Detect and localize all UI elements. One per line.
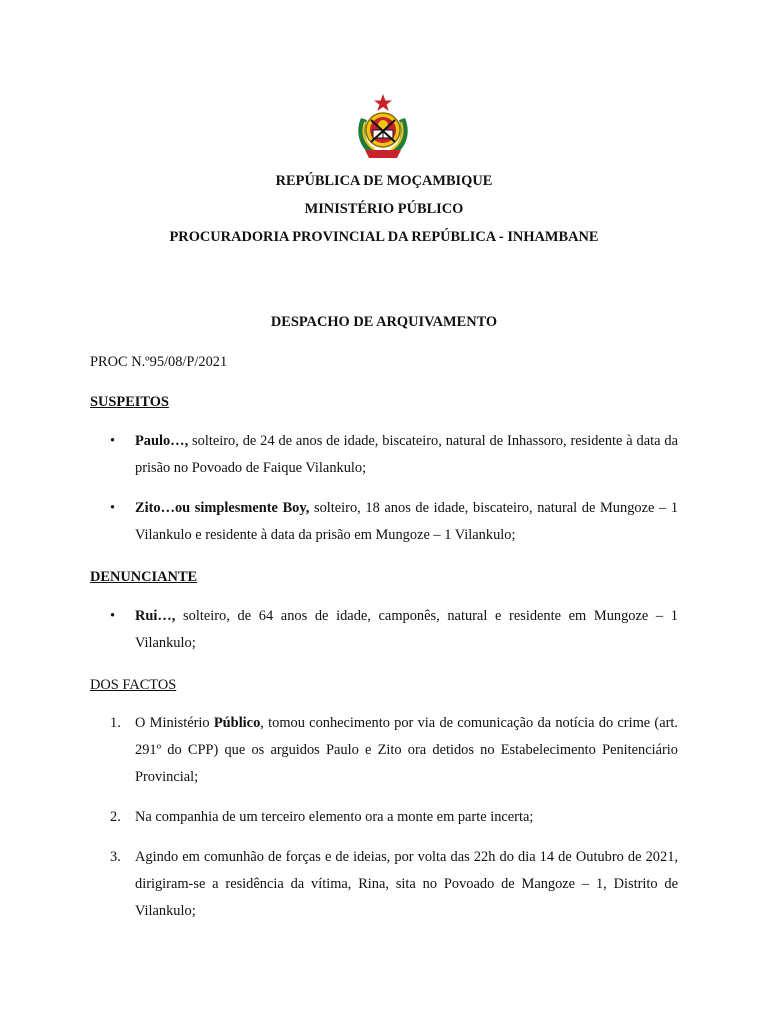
header-ministry: MINISTÉRIO PÚBLICO <box>304 201 464 217</box>
suspeitos-heading: SUSPEITOS <box>90 394 169 410</box>
complainant-details: solteiro, de 64 anos de idade, camponês, natural e residente em Mungoze – 1 Vilankulo; <box>135 608 678 651</box>
mozambique-coat-of-arms-icon <box>351 92 415 164</box>
item-number: 2. <box>110 809 121 825</box>
fact-text: Agindo em comunhão de forças e de ideias, por volta das 22h do dia 14 de Outubro de 2021, dirigiram-se a residência da vítima, Rina, sita no Povoado de Mangoze – 1, Distrito de Vilankulo; <box>135 849 678 919</box>
fact-text-rest: , tomou conhecimento por via de comunicação da notícia do crime (art. 291º do CPP) que os arguidos Paulo e Zito ora detidos no Estabelecimento Penitenciário Provincial; <box>135 715 678 785</box>
bullet-icon: • <box>110 433 116 449</box>
document-title: DESPACHO DE ARQUIVAMENTO <box>270 314 498 330</box>
suspect-details: solteiro, 18 anos de idade, biscateiro, natural de Mungoze – 1 Vilankulo e residente à data da prisão em Mungoze – 1 Vilankulo; <box>135 500 679 543</box>
factos-list <box>90 710 678 925</box>
suspeitos-list <box>90 428 678 549</box>
item-number: 3. <box>110 849 121 865</box>
list-item <box>90 603 678 657</box>
suspect-details: solteiro, de 24 de anos de idade, biscateiro, natural de Inhassoro, residente à data da prisão no Povoado de Faique Vilankulo; <box>135 433 678 476</box>
process-number: PROC N.º95/08/P/2021 <box>90 354 228 370</box>
header-country: REPÚBLICA DE MOÇAMBIQUE <box>275 173 493 189</box>
fact-text: O Ministério <box>135 715 214 731</box>
item-number: 1. <box>110 715 121 731</box>
denunciante-list <box>90 603 678 657</box>
list-item <box>90 844 678 925</box>
list-item <box>90 495 678 549</box>
header-office: PROCURADORIA PROVINCIAL DA REPÚBLICA - INHAMBANE <box>169 229 599 245</box>
fact-text-bold: Público <box>213 715 261 731</box>
bullet-icon: • <box>110 500 116 516</box>
complainant-name: Rui…, <box>135 608 176 624</box>
suspect-name: Paulo…, <box>135 433 189 449</box>
fact-text: Na companhia de um terceiro elemento ora a monte em parte incerta; <box>135 809 534 825</box>
list-item <box>90 804 678 831</box>
denunciante-heading: DENUNCIANTE <box>90 569 198 585</box>
bullet-icon: • <box>110 608 116 624</box>
factos-heading: DOS FACTOS <box>90 677 177 693</box>
suspect-name: Zito…ou simplesmente Boy, <box>135 500 310 516</box>
document-header <box>0 167 768 251</box>
list-item <box>90 710 678 791</box>
list-item <box>90 428 678 482</box>
